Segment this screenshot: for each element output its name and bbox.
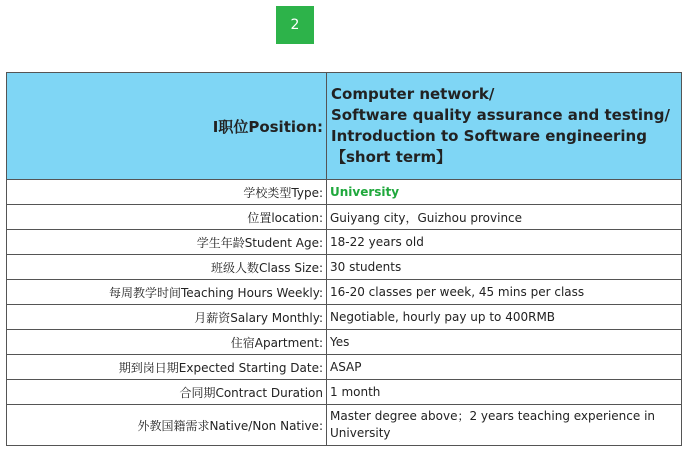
row-label: 月薪资Salary Monthly: [7, 305, 327, 330]
position-header-row [7, 73, 682, 180]
row-label: 班级人数Class Size: [7, 255, 327, 280]
table-row-salary [7, 305, 682, 330]
row-label: 外教国籍需求Native/Non Native: [7, 405, 327, 446]
table-row-type [7, 180, 682, 205]
university-value: University [330, 185, 400, 199]
table-row-start-date [7, 355, 682, 380]
row-label: 合同期Contract Duration [7, 380, 327, 405]
table-row-nationality [7, 405, 682, 446]
row-value: 18-22 years old [327, 230, 682, 255]
table-row-class-size [7, 255, 682, 280]
row-label: 学生年龄Student Age: [7, 230, 327, 255]
row-value: Negotiable, hourly pay up to 400RMB [327, 305, 682, 330]
row-value: Guiyang city，Guizhou province [327, 205, 682, 230]
table-row-contract-duration [7, 380, 682, 405]
row-label: 期到岗日期Expected Starting Date: [7, 355, 327, 380]
row-label: 每周教学时间Teaching Hours Weekly: [7, 280, 327, 305]
row-label: 位置location: [7, 205, 327, 230]
row-value: ASAP [327, 355, 682, 380]
table-row-location [7, 205, 682, 230]
position-line: Software quality assurance and testing/ [331, 106, 670, 124]
table-row-student-age [7, 230, 682, 255]
position-value [327, 73, 682, 180]
row-value [327, 180, 682, 205]
table-row-apartment [7, 330, 682, 355]
row-value: 1 month [327, 380, 682, 405]
page-number-badge: 2 [276, 6, 314, 44]
row-value [327, 405, 682, 446]
row-label: 住宿Apartment: [7, 330, 327, 355]
position-label: I职位Position: [7, 73, 327, 180]
position-line: Computer network/ [331, 85, 495, 103]
position-line: Introduction to Software engineering [331, 127, 647, 145]
row-value: 30 students [327, 255, 682, 280]
requirement-text: Master degree above；2 years teaching experience in University [330, 409, 656, 440]
row-value: Yes [327, 330, 682, 355]
job-details-table [6, 72, 682, 446]
position-line: 【short term】 [331, 148, 452, 166]
row-value: 16-20 classes per week, 45 mins per class [327, 280, 682, 305]
row-label: 学校类型Type: [7, 180, 327, 205]
table-row-teaching-hours [7, 280, 682, 305]
